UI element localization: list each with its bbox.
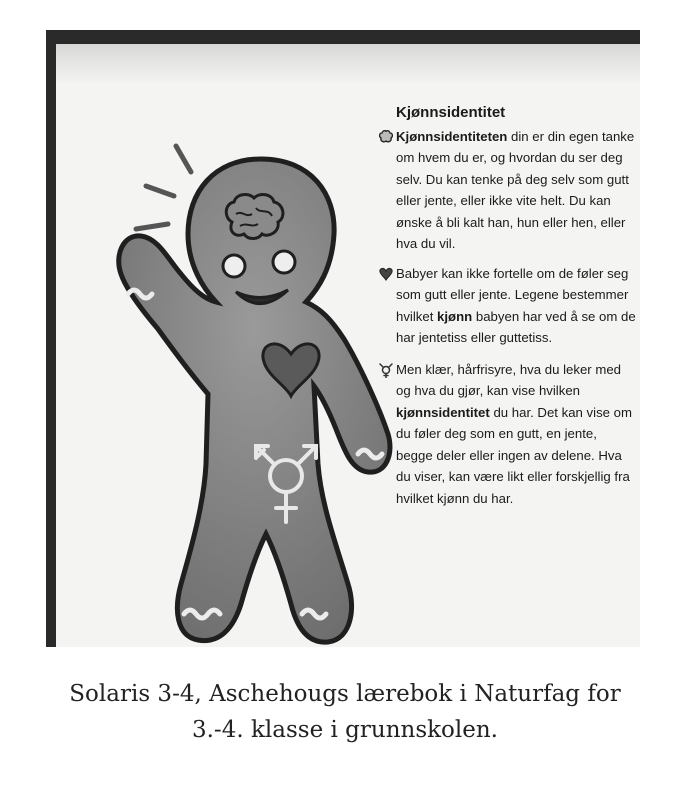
paragraph-expression	[386, 359, 636, 510]
left-eye	[223, 255, 245, 277]
paragraph-identity-bold: Kjønnsidentiteten	[396, 128, 508, 144]
brain-bullet-icon	[378, 129, 394, 145]
text-column	[386, 102, 636, 509]
paragraph-expression-after: du har. Det kan vise om du føler deg som en gutt, en jente, begge deler eller ingen av delene. Hva du viser, kan være likt eller forskjellig fra hvilket kjønn du har.	[396, 404, 632, 506]
textbook-page	[56, 44, 640, 647]
paragraph-babies-after: babyen har ved å se om de har jentetiss eller guttetiss.	[396, 308, 636, 345]
section-heading: Kjønnsidentitet	[396, 104, 506, 121]
paragraph-babies-bold: kjønn	[437, 308, 473, 324]
paragraph-babies	[386, 263, 636, 349]
paragraph-identity	[386, 126, 636, 255]
paragraph-expression-bold: kjønnsidentitet	[396, 404, 490, 420]
textbook-photo	[46, 30, 640, 647]
caption-line-1: Solaris 3-4, Aschehougs lærebok i Naturfag for	[69, 681, 621, 707]
motion-lines	[136, 146, 191, 229]
image-caption	[0, 676, 690, 748]
brain-icon	[226, 195, 283, 239]
heart-bullet-icon	[378, 266, 394, 282]
paragraph-expression-before: Men klær, hårfrisyre, hva du leker med og hva du gjør, kan vise hvilken	[396, 361, 622, 398]
transgender-bullet-icon	[378, 362, 394, 378]
paragraph-babies-before: Babyer kan ikke fortelle om de føler seg som gutt eller jente. Legene bestemmer hvilket	[396, 265, 629, 324]
caption-line-2: 3.-4. klasse i grunnskolen.	[191, 717, 498, 743]
right-eye	[273, 251, 295, 273]
paragraph-identity-text: din er din egen tanke om hvem du er, og hvordan du ser deg selv. Du kan tenke på deg selv som gutt eller jente, eller ikke vite helt. Du kan ønske å bli kalt han, hun eller hen, eller hva du vil.	[396, 128, 635, 251]
gingerbread-figure	[96, 104, 416, 647]
